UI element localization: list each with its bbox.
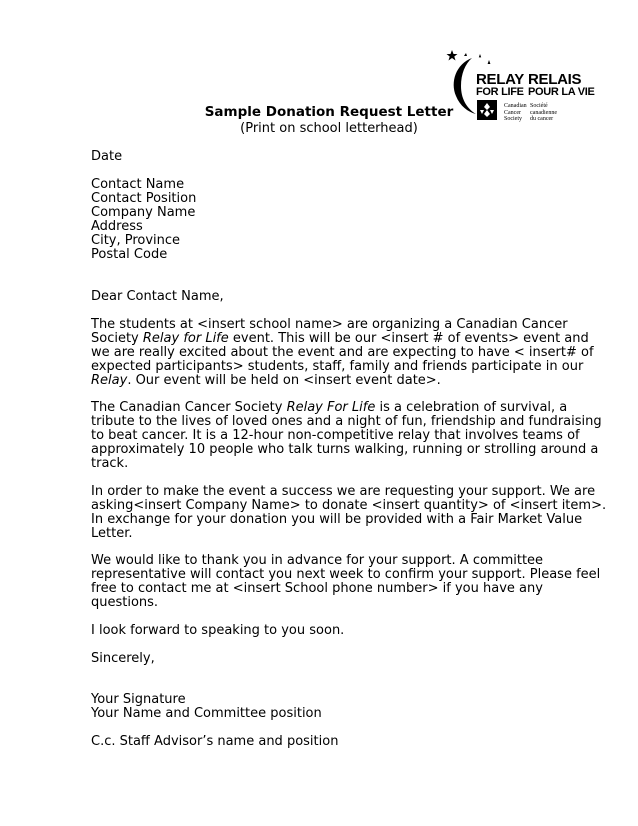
salutation: Dear Contact Name,: [91, 289, 224, 304]
date-line: Date: [91, 149, 123, 164]
closing: Sincerely,: [91, 651, 155, 666]
for-life-wordmark: FOR LIFE: [476, 86, 524, 98]
pour-la-vie-wordmark: POUR LA VIE: [528, 86, 595, 98]
society-name-fr: Société canadienne du cancer: [530, 103, 557, 122]
address-line: City, Province: [91, 233, 181, 248]
address-line: Contact Name: [91, 177, 185, 192]
address-line: Company Name: [91, 205, 196, 220]
address-line: Contact Position: [91, 191, 197, 206]
relay-wordmark: RELAY: [476, 71, 524, 88]
closing-remark: I look forward to speaking to you soon.: [91, 623, 345, 638]
paragraph-request: In order to make the event a success we are requesting your support. We are asking<insert Company Name> to donate <insert quantity> of <insert item>. In exchange for your donation you will be provided with a Fair Market Value Letter.: [91, 484, 607, 541]
society-name-en: Canadian Cancer Society: [504, 103, 527, 122]
relais-wordmark: RELAIS: [528, 71, 582, 88]
paragraph-intro: The students at <insert school name> are organizing a Canadian Cancer Society Relay for Life event. This will be our <insert # of events> event and we are really excited about the event and are expecting to have < insert# of expected participants> students, staff, family and friends participate in our Relay. Our event will be held on <insert event date>.: [91, 317, 594, 388]
paragraph-about-relay: The Canadian Cancer Society Relay For Life is a celebration of survival, a tribute to the lives of loved ones and a night of fun, friendship and fundraising to beat cancer. It is a 12-hour non-competitive relay that involves teams of approximately 10 people who talk turns walking, running or strolling around a track.: [91, 400, 602, 471]
address-line: Address: [91, 219, 143, 234]
paragraph-thanks: We would like to thank you in advance for your support. A committee representative will contact you next week to confirm your support. Please feel free to contact me at <insert School phone number> if you have any questions.: [91, 553, 601, 610]
letter-subtitle: (Print on school letterhead): [240, 121, 418, 136]
name-position-line: Your Name and Committee position: [91, 706, 322, 721]
letter-title: Sample Donation Request Letter: [204, 104, 454, 120]
address-line: Postal Code: [91, 247, 168, 262]
signature-line: Your Signature: [91, 692, 186, 707]
cc-line: C.c. Staff Advisor’s name and position: [91, 734, 339, 749]
